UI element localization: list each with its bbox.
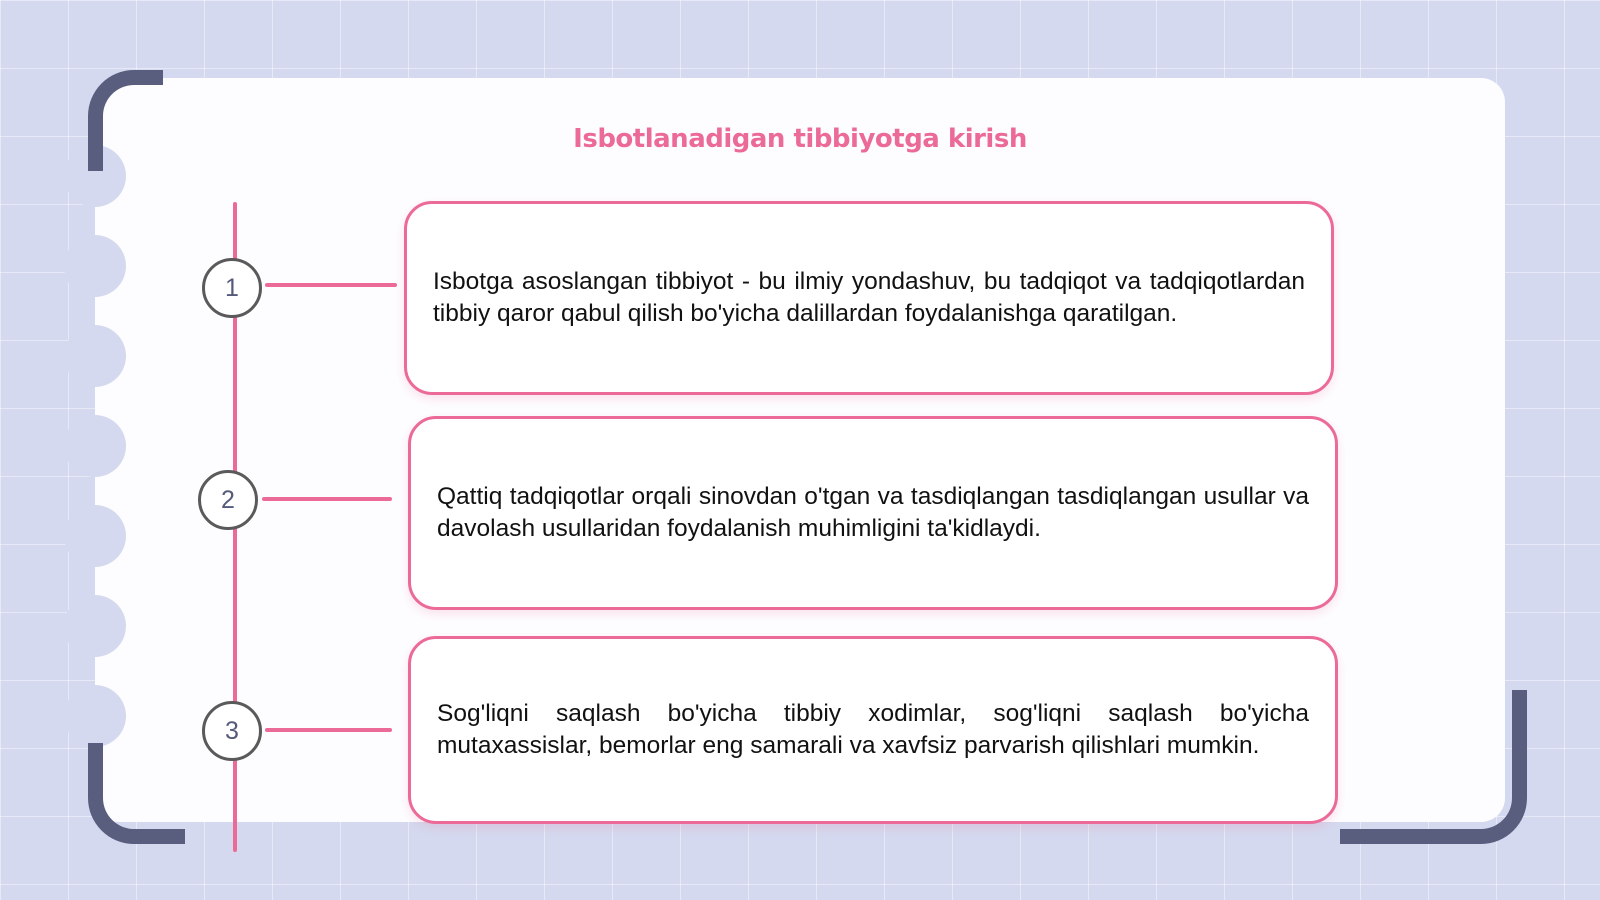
timeline-card-2 — [408, 416, 1338, 610]
timeline-node-number: 3 — [225, 716, 239, 745]
timeline-node-number: 2 — [221, 485, 235, 514]
scallop-notch — [64, 505, 126, 567]
scallop-notch — [64, 595, 126, 657]
slide-title: Isbotlanadigan tibbiyotga kirish — [573, 124, 1027, 154]
timeline-node-1 — [202, 258, 262, 318]
timeline-node-2 — [198, 470, 258, 530]
timeline-card-text: Isbotga asoslangan tibbiyot - bu ilmiy yondashuv, bu tadqiqot va tadqiqotlardan tibbiy qaror qabul qilish bo'yicha dalillardan foydalanishga qaratilgan. — [433, 268, 1305, 327]
timeline-connector-3 — [265, 728, 392, 732]
timeline-connector-2 — [262, 497, 392, 501]
timeline-node-3 — [202, 701, 262, 761]
corner-bracket-bottom-right — [1340, 690, 1527, 844]
timeline-card-3 — [408, 636, 1338, 824]
scallop-notch — [64, 415, 126, 477]
timeline-card-text: Qattiq tadqiqotlar orqali sinovdan o'tgan va tasdiqlangan tasdiqlangan usullar va davolash usullaridan foydalanish muhimligini ta'kidlaydi. — [437, 483, 1309, 542]
timeline-node-number: 1 — [225, 273, 239, 302]
scallop-notch — [64, 235, 126, 297]
scallop-notch — [64, 325, 126, 387]
timeline-card-1 — [404, 201, 1334, 395]
corner-bracket-bottom-left — [88, 743, 185, 844]
corner-bracket-top-left — [88, 70, 163, 171]
timeline-connector-1 — [265, 283, 397, 287]
timeline-card-text: Sog'liqni saqlash bo'yicha tibbiy xodimlar, sog'liqni saqlash bo'yicha mutaxassislar, bemorlar eng samarali va xavfsiz parvarish qilishlari mumkin. — [437, 700, 1309, 759]
scallop-notch — [64, 685, 126, 747]
